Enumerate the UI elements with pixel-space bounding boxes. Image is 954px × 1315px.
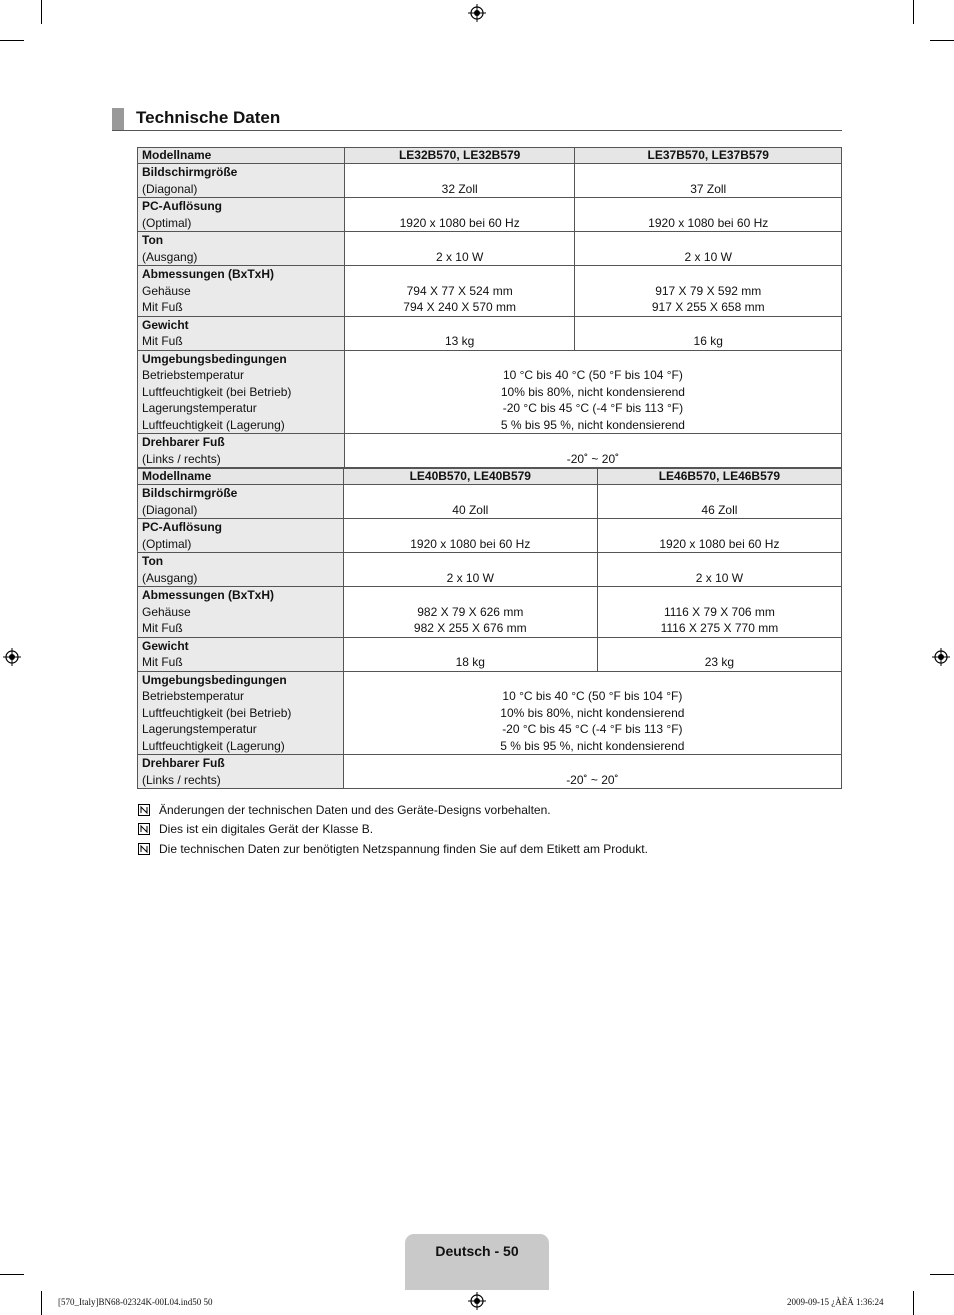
print-slug-right: 2009-09-15 ¿ÀÈÄ 1:36:24 xyxy=(787,1297,884,1307)
row-label-cell xyxy=(138,316,345,350)
value-line: 5 % bis 95 %, nicht kondensierend xyxy=(500,738,685,753)
table-row xyxy=(138,266,842,317)
row-sublabel: Luftfeuchtigkeit (Lagerung) xyxy=(142,738,285,753)
header-cell: LE40B570, LE40B579 xyxy=(343,469,597,485)
row-label: Drehbarer Fuß xyxy=(142,435,225,449)
registration-mark-icon xyxy=(468,4,486,22)
value-cell: 16 kg xyxy=(575,316,842,350)
note-item xyxy=(138,820,648,840)
value-line: 794 X 240 X 570 mm xyxy=(403,300,517,314)
crop-mark xyxy=(41,0,42,24)
value-cell xyxy=(575,266,842,317)
note-text: Die technischen Daten zur benötigten Netzspannung finden Sie auf dem Etikett am Produkt. xyxy=(159,841,648,856)
table-row xyxy=(138,553,842,587)
row-label: Ton xyxy=(142,554,164,568)
value-cell: 1920 x 1080 bei 60 Hz xyxy=(575,198,842,232)
table-row xyxy=(138,587,842,638)
value-cell: 2 x 10 W xyxy=(597,553,841,587)
row-label-cell xyxy=(138,232,345,266)
row-label: Abmessungen (BxTxH) xyxy=(142,588,275,602)
note-icon xyxy=(138,823,150,835)
value-cell xyxy=(343,671,841,755)
row-label: Gewicht xyxy=(142,317,189,332)
row-label-cell xyxy=(138,164,345,198)
value-cell: 40 Zoll xyxy=(343,485,597,519)
row-sublabel: (Optimal) xyxy=(142,536,192,551)
value-line: 917 X 255 X 658 mm xyxy=(651,300,765,314)
header-cell: Modellname xyxy=(138,148,345,164)
value-line: 1116 X 79 X 706 mm xyxy=(663,604,775,619)
row-label-cell xyxy=(138,587,344,638)
row-sublabel: Betriebstemperatur xyxy=(142,689,245,703)
row-label-cell xyxy=(138,671,344,755)
row-label: Bildschirmgröße xyxy=(142,486,238,500)
value-cell: 13 kg xyxy=(344,316,575,350)
page-title: Technische Daten xyxy=(136,108,281,127)
crop-mark xyxy=(913,0,914,24)
row-label: Gewicht xyxy=(142,638,189,653)
value-line: 5 % bis 95 %, nicht kondensierend xyxy=(500,417,685,432)
note-text: Änderungen der technischen Daten und des Geräte-Designs vorbehalten. xyxy=(159,802,551,817)
value-cell: -20˚ ~ 20˚ xyxy=(343,755,841,789)
row-sublabel: (Ausgang) xyxy=(142,249,198,264)
value-cell: -20˚ ~ 20˚ xyxy=(344,434,841,468)
page-number-tab: Deutsch - 50 xyxy=(405,1234,549,1290)
crop-mark xyxy=(913,1291,914,1315)
row-label: Abmessungen (BxTxH) xyxy=(142,267,275,281)
row-label: PC-Auflösung xyxy=(142,199,222,213)
table-row xyxy=(138,671,842,755)
row-sublabel: (Ausgang) xyxy=(142,570,198,585)
value-line: 10% bis 80%, nicht kondensierend xyxy=(500,705,685,720)
table-row xyxy=(138,232,842,266)
note-icon xyxy=(138,843,150,855)
value-line: 10% bis 80%, nicht kondensierend xyxy=(500,384,685,399)
row-sublabel: (Diagonal) xyxy=(142,502,198,517)
row-sublabel: Mit Fuß xyxy=(142,621,183,635)
value-cell: 37 Zoll xyxy=(575,164,842,198)
value-cell xyxy=(597,587,841,638)
row-label: Drehbarer Fuß xyxy=(142,756,225,770)
header-cell: LE32B570, LE32B579 xyxy=(344,148,575,164)
table-header-row xyxy=(138,469,842,485)
value-cell: 2 x 10 W xyxy=(343,553,597,587)
note-item xyxy=(138,839,648,859)
crop-mark xyxy=(0,40,24,41)
row-sublabel: Lagerungstemperatur xyxy=(142,401,257,415)
table-header-row xyxy=(138,148,842,164)
value-cell: 18 kg xyxy=(343,637,597,671)
row-label-cell xyxy=(138,434,345,468)
value-line: 1116 X 275 X 770 mm xyxy=(660,621,779,635)
value-cell: 1920 x 1080 bei 60 Hz xyxy=(597,519,841,553)
crop-mark xyxy=(0,1274,24,1275)
table-row xyxy=(138,164,842,198)
row-sublabel: Gehäuse xyxy=(142,604,191,619)
row-sublabel: Betriebstemperatur xyxy=(142,368,245,382)
row-label: Umgebungsbedingungen xyxy=(142,672,287,687)
value-line: -20 °C bis 45 °C (-4 °F bis 113 °F) xyxy=(502,401,684,415)
note-item xyxy=(138,800,648,820)
row-label: Ton xyxy=(142,233,164,247)
table-row xyxy=(138,485,842,519)
row-sublabel: Luftfeuchtigkeit (bei Betrieb) xyxy=(142,384,292,399)
note-icon xyxy=(138,804,150,816)
spec-table-2 xyxy=(137,468,842,789)
row-label-cell xyxy=(138,637,344,671)
row-label-cell xyxy=(138,350,345,434)
table-row xyxy=(138,519,842,553)
row-sublabel: Gehäuse xyxy=(142,283,191,298)
row-label-cell xyxy=(138,266,345,317)
row-label: Umgebungsbedingungen xyxy=(142,351,287,366)
value-cell: 1920 x 1080 bei 60 Hz xyxy=(344,198,575,232)
registration-mark-icon xyxy=(3,648,21,666)
value-line: 982 X 255 X 676 mm xyxy=(413,621,527,635)
header-cell: LE37B570, LE37B579 xyxy=(575,148,842,164)
notes-list xyxy=(138,800,648,859)
row-sublabel: Luftfeuchtigkeit (Lagerung) xyxy=(142,417,285,432)
crop-mark xyxy=(41,1291,42,1315)
table-row xyxy=(138,755,842,789)
heading-rule xyxy=(112,130,842,131)
value-line: 794 X 77 X 524 mm xyxy=(406,283,513,298)
spec-table-1 xyxy=(137,147,842,468)
value-line: 917 X 79 X 592 mm xyxy=(655,283,762,298)
row-sublabel: (Diagonal) xyxy=(142,181,198,196)
value-line: 10 °C bis 40 °C (50 °F bis 104 °F) xyxy=(502,689,683,703)
value-cell: 46 Zoll xyxy=(597,485,841,519)
registration-mark-icon xyxy=(932,648,950,666)
table-row xyxy=(138,434,842,468)
crop-mark xyxy=(930,40,954,41)
crop-mark xyxy=(930,1274,954,1275)
row-sublabel: (Links / rechts) xyxy=(142,451,221,466)
value-cell: 2 x 10 W xyxy=(575,232,842,266)
value-line: -20 °C bis 45 °C (-4 °F bis 113 °F) xyxy=(502,722,683,736)
value-cell: 32 Zoll xyxy=(344,164,575,198)
row-label-cell xyxy=(138,198,345,232)
row-label: Bildschirmgröße xyxy=(142,165,238,179)
value-line: 982 X 79 X 626 mm xyxy=(417,604,524,619)
value-cell xyxy=(344,266,575,317)
row-sublabel: (Optimal) xyxy=(142,215,192,230)
table-row xyxy=(138,350,842,434)
header-cell: Modellname xyxy=(138,469,344,485)
row-sublabel: Lagerungstemperatur xyxy=(142,722,257,736)
print-slug-left: [570_Italy]BN68-02324K-00L04.ind50 50 xyxy=(58,1297,213,1307)
value-cell xyxy=(344,350,841,434)
row-sublabel: Mit Fuß xyxy=(142,300,183,314)
heading-bar xyxy=(112,108,124,131)
row-sublabel: (Links / rechts) xyxy=(142,772,221,787)
value-cell: 2 x 10 W xyxy=(344,232,575,266)
note-text: Dies ist ein digitales Gerät der Klasse B. xyxy=(159,822,374,837)
table-row xyxy=(138,316,842,350)
registration-mark-icon xyxy=(468,1292,486,1310)
table-row xyxy=(138,198,842,232)
row-sublabel: Mit Fuß xyxy=(142,655,183,669)
value-cell xyxy=(343,587,597,638)
value-cell: 1920 x 1080 bei 60 Hz xyxy=(343,519,597,553)
table-row xyxy=(138,637,842,671)
row-label-cell xyxy=(138,553,344,587)
row-label: PC-Auflösung xyxy=(142,520,222,534)
header-cell: LE46B570, LE46B579 xyxy=(597,469,841,485)
row-label-cell xyxy=(138,755,344,789)
row-sublabel: Mit Fuß xyxy=(142,334,183,348)
row-label-cell xyxy=(138,519,344,553)
row-label-cell xyxy=(138,485,344,519)
row-sublabel: Luftfeuchtigkeit (bei Betrieb) xyxy=(142,705,292,720)
value-line: 10 °C bis 40 °C (50 °F bis 104 °F) xyxy=(502,368,683,382)
value-cell: 23 kg xyxy=(597,637,841,671)
